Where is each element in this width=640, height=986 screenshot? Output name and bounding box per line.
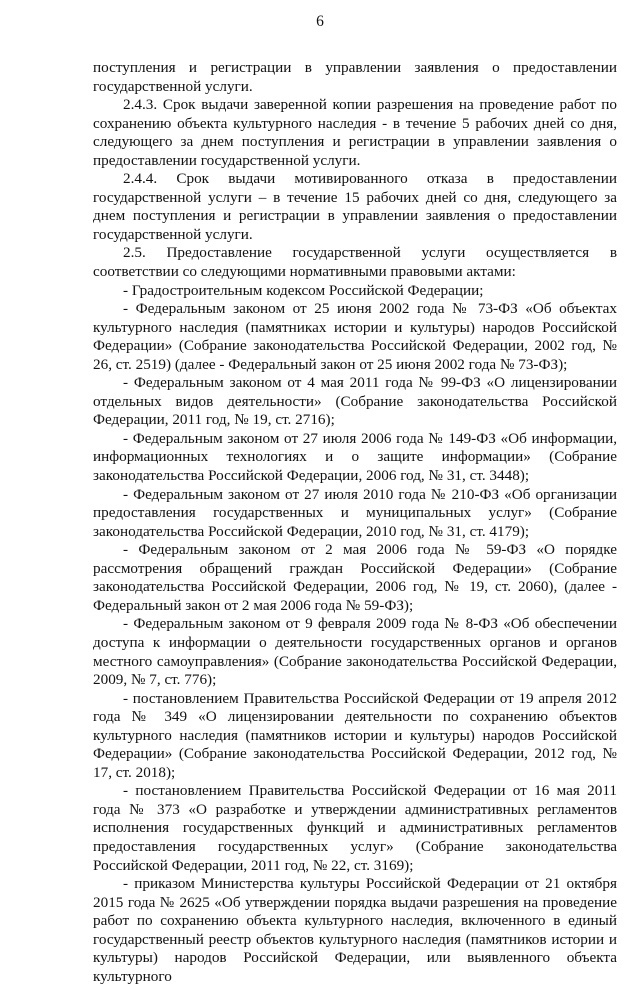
list-item-law-59: - Федеральным законом от 2 мая 2006 года № 59-ФЗ «О порядке рассмотрения обращений граждан Российской Федерации» (Собрание законодательства Российской Федерации, 2006 год, № 19, ст. 2060), (далее - Федеральный закон от 2 мая 2006 года № 59-ФЗ); <box>93 541 617 614</box>
list-item-order-2625: - приказом Министерства культуры Российской Федерации от 21 октября 2015 года № 2625 «Об утверждении порядка выдачи разрешения на проведение работ по сохранению объекта культурного наследия, включенного в единый государственный реестр объектов культурного наследия (памятников истории и культуры) народов Российской Федерации, или выявленного объекта культурного <box>93 875 617 985</box>
page-number: 6 <box>316 13 324 30</box>
list-item-law-73: - Федеральным законом от 25 июня 2002 года № 73-ФЗ «Об объектах культурного наследия (памятниках истории и культуры) народов Российской Федерации» (Собрание законодательства Российской Федерации, 2002 год, № 26, ст. 2519) (далее - Федеральный закон от 25 июня 2002 года № 73-ФЗ); <box>93 300 617 373</box>
paragraph-2-4-3: 2.4.3. Срок выдачи заверенной копии разрешения на проведение работ по сохранению объекта культурного наследия - в течение 5 рабочих дней со дня, следующего за днем поступления и регистрации в управлении заявления о предоставлении государственной услуги. <box>93 96 617 169</box>
list-item-law-149: - Федеральным законом от 27 июля 2006 года № 149-ФЗ «Об информации, информационных технологиях и о защите информации» (Собрание законодательства Российской Федерации, 2006 год, № 31, ст. 3448); <box>93 429 617 485</box>
document-body <box>93 59 617 986</box>
list-item-resolution-349: - постановлением Правительства Российской Федерации от 19 апреля 2012 года № 349 «О лицензировании деятельности по сохранению объектов культурного наследия (памятников истории и культуры) народов Российской Федерации» (Собрание законодательства Российской Федерации, 2012 год, № 17, ст. 2018); <box>93 689 617 781</box>
list-item-resolution-373: - постановлением Правительства Российской Федерации от 16 мая 2011 года № 373 «О разработке и утверждении административных регламентов исполнения государственных функций и административных регламентов предоставления государственных услуг» (Собрание законодательства Российской Федерации, 2011 год, № 22, ст. 3169); <box>93 782 617 874</box>
paragraph-2-4-4: 2.4.4. Срок выдачи мотивированного отказа в предоставлении государственной услуги – в течение 15 рабочих дней со дня, следующего за днем поступления и регистрации в управлении заявления о предоставлении государственной услуги. <box>93 170 617 243</box>
list-item-law-8: - Федеральным законом от 9 февраля 2009 года № 8-ФЗ «Об обеспечении доступа к информации о деятельности государственных органов и органов местного самоуправления» (Собрание законодательства Российской Федерации, 2009, № 7, ст. 776); <box>93 615 617 689</box>
paragraph-2-5: 2.5. Предоставление государственной услуги осуществляется в соответствии со следующими нормативными правовыми актами: <box>93 244 617 281</box>
paragraph-continuation: поступления и регистрации в управлении заявления о предоставлении государственной услуги. <box>93 59 617 95</box>
list-item-law-99: - Федеральным законом от 4 мая 2011 года № 99-ФЗ «О лицензировании отдельных видов деятельности» (Собрание законодательства Российской Федерации, 2011 год, № 19, ст. 2716); <box>93 374 617 429</box>
list-item-urban-code: - Градостроительным кодексом Российской Федерации; <box>123 281 484 299</box>
list-item-law-210: - Федеральным законом от 27 июля 2010 года № 210-ФЗ «Об организации предоставления государственных и муниципальных услуг» (Собрание законодательства Российской Федерации, 2010 год, № 31, ст. 4179); <box>93 485 617 540</box>
